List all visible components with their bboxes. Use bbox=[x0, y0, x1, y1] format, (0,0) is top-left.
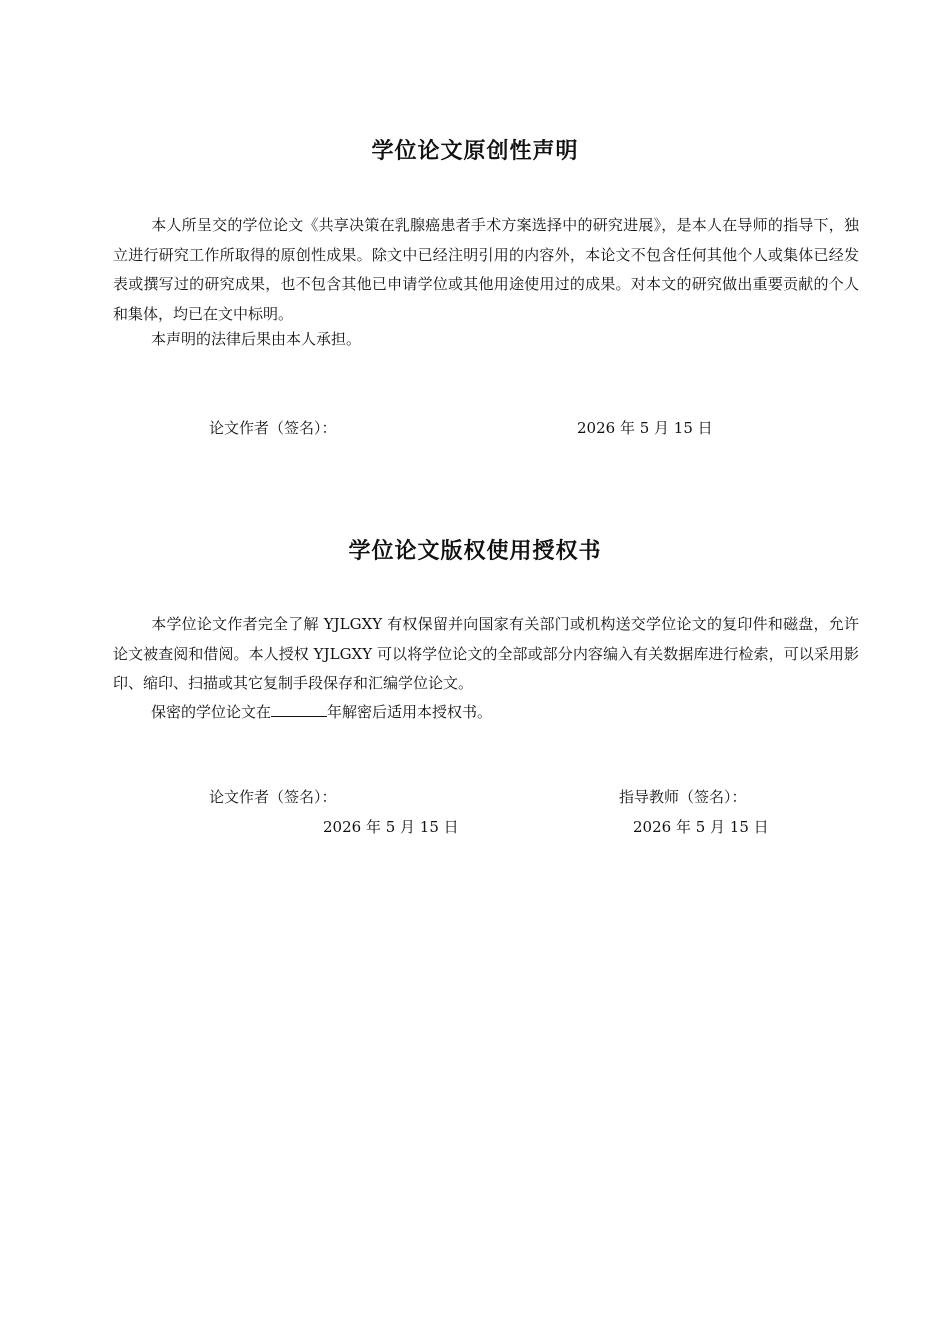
confidential-prefix: 保密的学位论文在 bbox=[151, 703, 272, 721]
declaration-body bbox=[113, 211, 859, 329]
authorization-author-date: 2026 年 5 月 15 日 bbox=[323, 818, 459, 836]
authorization-confidential bbox=[113, 698, 859, 728]
confidential-suffix: 年解密后适用本授权书。 bbox=[327, 703, 493, 721]
declaration-legal-text: 本声明的法律后果由本人承担。 bbox=[151, 330, 362, 348]
declaration-body-text: 本人所呈交的学位论文《共享决策在乳腺癌患者手术方案选择中的研究进展》，是本人在导师的指导下，独立进行研究工作所取得的原创性成果。除文中已经注明引用的内容外，本论文不包含任何其他个人或集体已经发表或撰写过的研究成果，也不包含其他已申请学位或其他用途使用过的成果。对本文的研究做出重要贡献的个人和集体，均已在文中标明。 bbox=[113, 216, 859, 323]
declaration-author-sign-label: 论文作者（签名）： bbox=[209, 419, 337, 437]
declaration-date: 2026 年 5 月 15 日 bbox=[577, 419, 713, 437]
confidential-years-blank[interactable] bbox=[271, 700, 327, 717]
authorization-title: 学位论文版权使用授权书 bbox=[348, 539, 602, 564]
authorization-author-sign-label: 论文作者（签名）： bbox=[209, 788, 337, 806]
declaration-legal bbox=[113, 325, 859, 355]
authorization-advisor-sign-label: 指导教师（签名）： bbox=[619, 788, 747, 806]
declaration-title: 学位论文原创性声明 bbox=[371, 139, 579, 164]
authorization-advisor-date: 2026 年 5 月 15 日 bbox=[633, 818, 769, 836]
authorization-body bbox=[113, 610, 859, 699]
authorization-body-text: 本学位论文作者完全了解 YJLGXY 有权保留并向国家有关部门或机构送交学位论文的复印件和磁盘，允许论文被查阅和借阅。本人授权 YJLGXY 可以将学位论文的全部或部分内容编入有关数据库进行检索，可以采用影印、缩印、扫描或其它复制手段保存和汇编学位论文。 bbox=[113, 615, 859, 692]
